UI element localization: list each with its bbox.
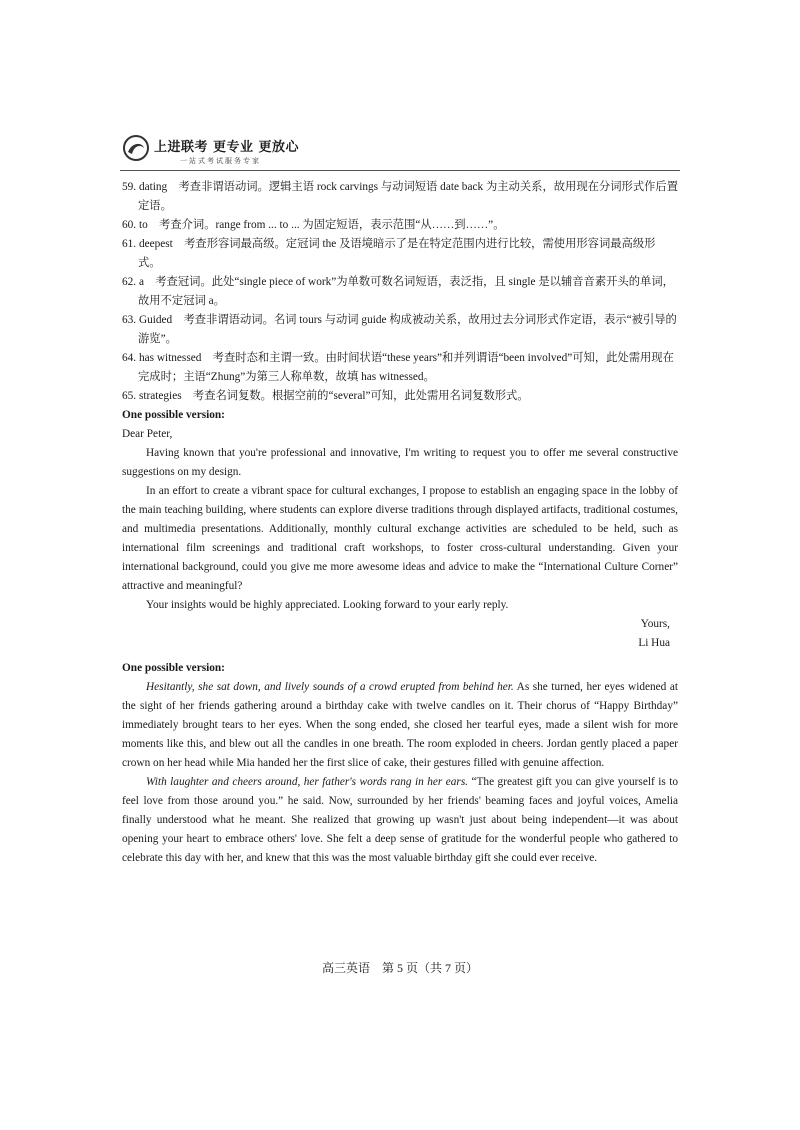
header-rule (120, 170, 680, 171)
logo-swirl-icon (122, 134, 150, 162)
answer-64: 64. has witnessed 考查时态和主谓一致。由时间状语“these years”和并列谓语“been involved”可知，此处需用现在完成时；主语“Zhung”为第三人称单数，故填 has witnessed。 (122, 352, 674, 383)
answer-62: 62. a 考查冠词。此处“single piece of work”为单数可数名词短语，表泛指，且 single 是以辅音音素开头的单词，故用不定冠词 a。 (122, 276, 674, 307)
letter-salutation: Dear Peter, (122, 428, 173, 440)
letter-closing: Yours, (640, 618, 670, 630)
letter-paragraph-1: Having known that you're professional and innovative, I'm writing to request you to offer me several constructive suggestions on my design. (122, 447, 678, 478)
story-paragraph-2 (122, 773, 678, 868)
letter-heading: One possible version: (122, 409, 225, 421)
answer-63: 63. Guided 考查非谓语动词。名词 tours 与动词 guide 构成被动关系，故用过去分词形式作定语，表示“被引导的游览”。 (122, 314, 677, 345)
letter-paragraph-2: In an effort to create a vibrant space for cultural exchanges, I propose to establish an engaging space in the lobby of the main teaching building, where students can explore diverse traditions through displayed artifacts, traditional costumes, and multimedia presentations. Additionally, monthly cultural exchange activities are scheduled to be held, such as international film screenings and traditional craft workshops, to foster cross-cultural understanding. Given your international background, could you give me more awesome ideas and advice to make the “International Culture Corner” attractive and meaningful? (122, 485, 678, 592)
answer-59: 59. dating 考查非谓语动词。逻辑主语 rock carvings 与动词短语 date back 为主动关系，故用现在分词形式作后置定语。 (122, 181, 679, 212)
page-footer: 高三英语 第 5 页（共 7 页） (321, 961, 478, 975)
letter-signature: Li Hua (638, 637, 670, 649)
answer-65: 65. strategies 考查名词复数。根据空前的“several”可知，此处需用名词复数形式。 (122, 390, 529, 402)
story-paragraph-1 (122, 678, 678, 773)
story-p1-lead: Hesitantly, she sat down, and lively sounds of a crowd erupted from behind her. (146, 681, 514, 693)
logo-title: 上进联考 更专业 更放心 (154, 140, 300, 155)
story-heading: One possible version: (122, 662, 225, 674)
page-content (122, 178, 678, 868)
brand-logo (122, 134, 300, 170)
letter-paragraph-3: Your insights would be highly appreciated. Looking forward to your early reply. (146, 599, 509, 611)
logo-subtitle: 一站式考试服务专家 (180, 157, 261, 165)
story-p2-body: “The greatest gift you can give yourself is to feel love from those around you.” he said. Now, surrounded by her friends' beaming faces and joyful voices, Amelia finally understood what he meant. She realized that growing up wasn't just about being independent—it was about opening your heart to embrace others' love. She felt a deep sense of gratitude for the wonderful people who gathered to celebrate this day with her, and knew that this was the most valuable birthday gift she could ever receive. (122, 776, 678, 864)
answer-61: 61. deepest 考查形容词最高级。定冠词 the 及语境暗示了是在特定范围内进行比较，需使用形容词最高级形式。 (122, 238, 656, 269)
story-p2-lead: With laughter and cheers around, her father's words rang in her ears. (146, 776, 469, 788)
story-p1-body: As she turned, her eyes widened at the sight of her friends gathering around a birthday cake with twelve candles on it. Their chorus of “Happy Birthday” immediately brought tears to her eyes. When the song ended, she closed her tearful eyes, made a silent wish for more moments like this, and blew out all the candles in one breath. The room exploded in cheers. Jordan gently placed a paper crown on her head while Mia handed her the first slice of cake, their gestures filled with genuine affection. (122, 681, 678, 769)
answer-60: 60. to 考查介词。range from ... to ... 为固定短语，表示范围“从……到……”。 (122, 219, 505, 231)
